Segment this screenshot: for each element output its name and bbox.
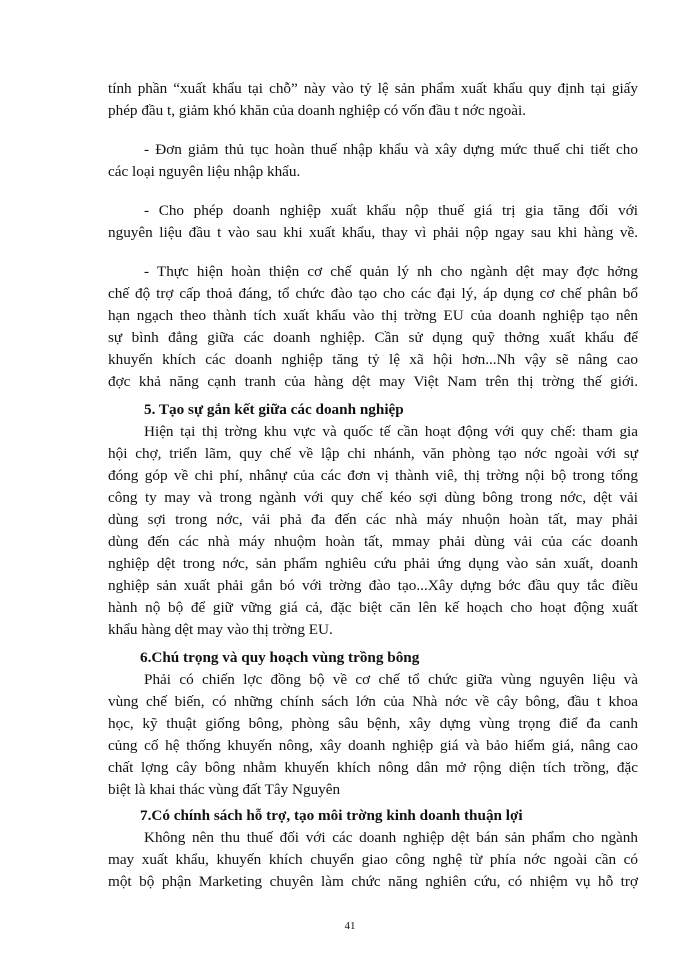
text-line: Không nên thu thuế đối với các doanh nghiệp dệt bán sản phẩm cho ngành [144,829,638,846]
text-line: - Thực hiện hoàn thiện cơ chế quản lý nh cho ngành dệt may đợc hởng [144,263,638,280]
text-line: nghiệp sản xuất phải gắn bó với trờng đào tạo...Xây dựng bớc đầu quy tắc điều [108,577,638,594]
section-heading: 6.Chú trọng và quy hoạch vùng trồng bông [140,649,420,666]
text-line: chế độ trợ cấp thoả đáng, tổ chức đào tạo cho các đại lý, áp dụng cơ chế phân bổ [108,285,638,302]
text-line: biệt là khai thác vùng đất Tây Nguyên [108,781,341,798]
text-line: hành nộ bộ để giữ vững giá cả, đặc biệt căn lên kế hoạch cho hoạt động xuất [108,599,638,616]
text-line: Phải có chiến lợc đồng bộ về cơ chế tổ chức giữa vùng nguyên liệu và [144,671,638,688]
text-line: nguyên liệu đầu t vào sau khi xuất khẩu, thay vì phải nộp ngay sau khi hàng về. [108,224,638,241]
page-number: 41 [344,920,356,932]
text-line: công ty may và trong ngành với quy chế kéo sợi dùng bông trong nớc, dệt vải [108,489,638,506]
text-line: dùng sợi trong nớc, vải phả đa đến các nhà máy nhuộn hoàn tất, may phải [108,511,638,528]
text-line: đóng góp về chi phí, nhânự của các đơn vị thành viê, thị trờng nội bộ trong tổng [108,467,638,484]
text-line: học, kỹ thuật giống bông, phòng sâu bệnh, xây dựng vùng trọng điể đa canh [108,715,638,732]
text-line: khuyến khích các doanh nghiệp tăng tỷ lệ xã hội hơn...Nh vậy sẽ nâng cao [108,351,638,368]
text-line: một bộ phận Marketing chuyên làm chức năng nghiên cứu, có nhiệm vụ hỗ trợ [108,873,638,890]
text-line: hạn ngạch theo thành tích xuất khẩu vào thị trờng EU của doanh nghiệp tạo nên [108,307,638,324]
section-heading: 5. Tạo sự gắn kết giữa các doanh nghiệp [144,401,404,418]
bullet-paragraph [108,200,638,244]
document-page [108,78,638,893]
text-line: Hiện tại thị trờng khu vực và quốc tế cần hoạt động với quy chế: tham gia [144,423,638,440]
text-line: các loại nguyên liệu nhập khẩu. [108,163,301,180]
text-line: tính phần “xuất khẩu tại chỗ” này vào tỷ lệ sản phẩm xuất khẩu quy định tại giấy [108,80,638,97]
text-line: vùng chế biến, có những chính sách lớn của Nhà nớc về cây bông, đầu t khoa [108,693,638,710]
text-line: đợc khả năng cạnh tranh của hàng dệt may Việt Nam trên thị trờng thế giới. [108,373,638,390]
text-line: chất lợng cây bông nhằm khuyến khích nông dân mở rộng diện tích trồng, đặc [108,759,638,776]
text-line: - Đơn giảm thủ tục hoàn thuế nhập khẩu và xây dựng mức thuế chi tiết cho [144,141,638,158]
text-line: sự bình đẳng giữa các doanh nghiệp. Cần sử dụng quỹ thởng xuất khẩu để [108,329,638,346]
intro-paragraph [108,78,638,122]
bullet-paragraph [108,261,638,393]
section-paragraph [108,421,638,641]
text-line: củng cố hệ thống khuyến nông, xây doanh nghiệp giá và bảo hiểm giá, nâng cao [108,737,638,754]
text-line: nghiệp dệt trong nớc, sản phẩm nghiêu cứu phải ứng dụng vào sản xuất, doanh [108,555,638,572]
text-line: may xuất khẩu, khuyến khích chuyển giao công nghệ từ phía nớc ngoài cần có [108,851,638,868]
text-line: dùng đến các nhà máy nhuộm hoàn tất, mmay phải dùng vải của các doanh [108,533,638,550]
section-paragraph [108,669,638,801]
text-line: hội chợ, triển lãm, quy chế về lập chi nhánh, văn phòng tạo nớc ngoài với sự [108,445,638,462]
section-paragraph [108,827,638,893]
text-line: phép đầu t, giảm khó khăn của doanh nghiệp có vốn đầu t nớc ngoài. [108,102,526,119]
text-line: khẩu hàng dệt may vào thị trờng EU. [108,621,333,638]
section-heading: 7.Có chính sách hỗ trợ, tạo môi trờng kinh doanh thuận lợi [140,807,523,824]
bullet-paragraph [108,139,638,183]
text-line: - Cho phép doanh nghiệp xuất khẩu nộp thuế giá trị gia tăng đối với [144,202,638,219]
